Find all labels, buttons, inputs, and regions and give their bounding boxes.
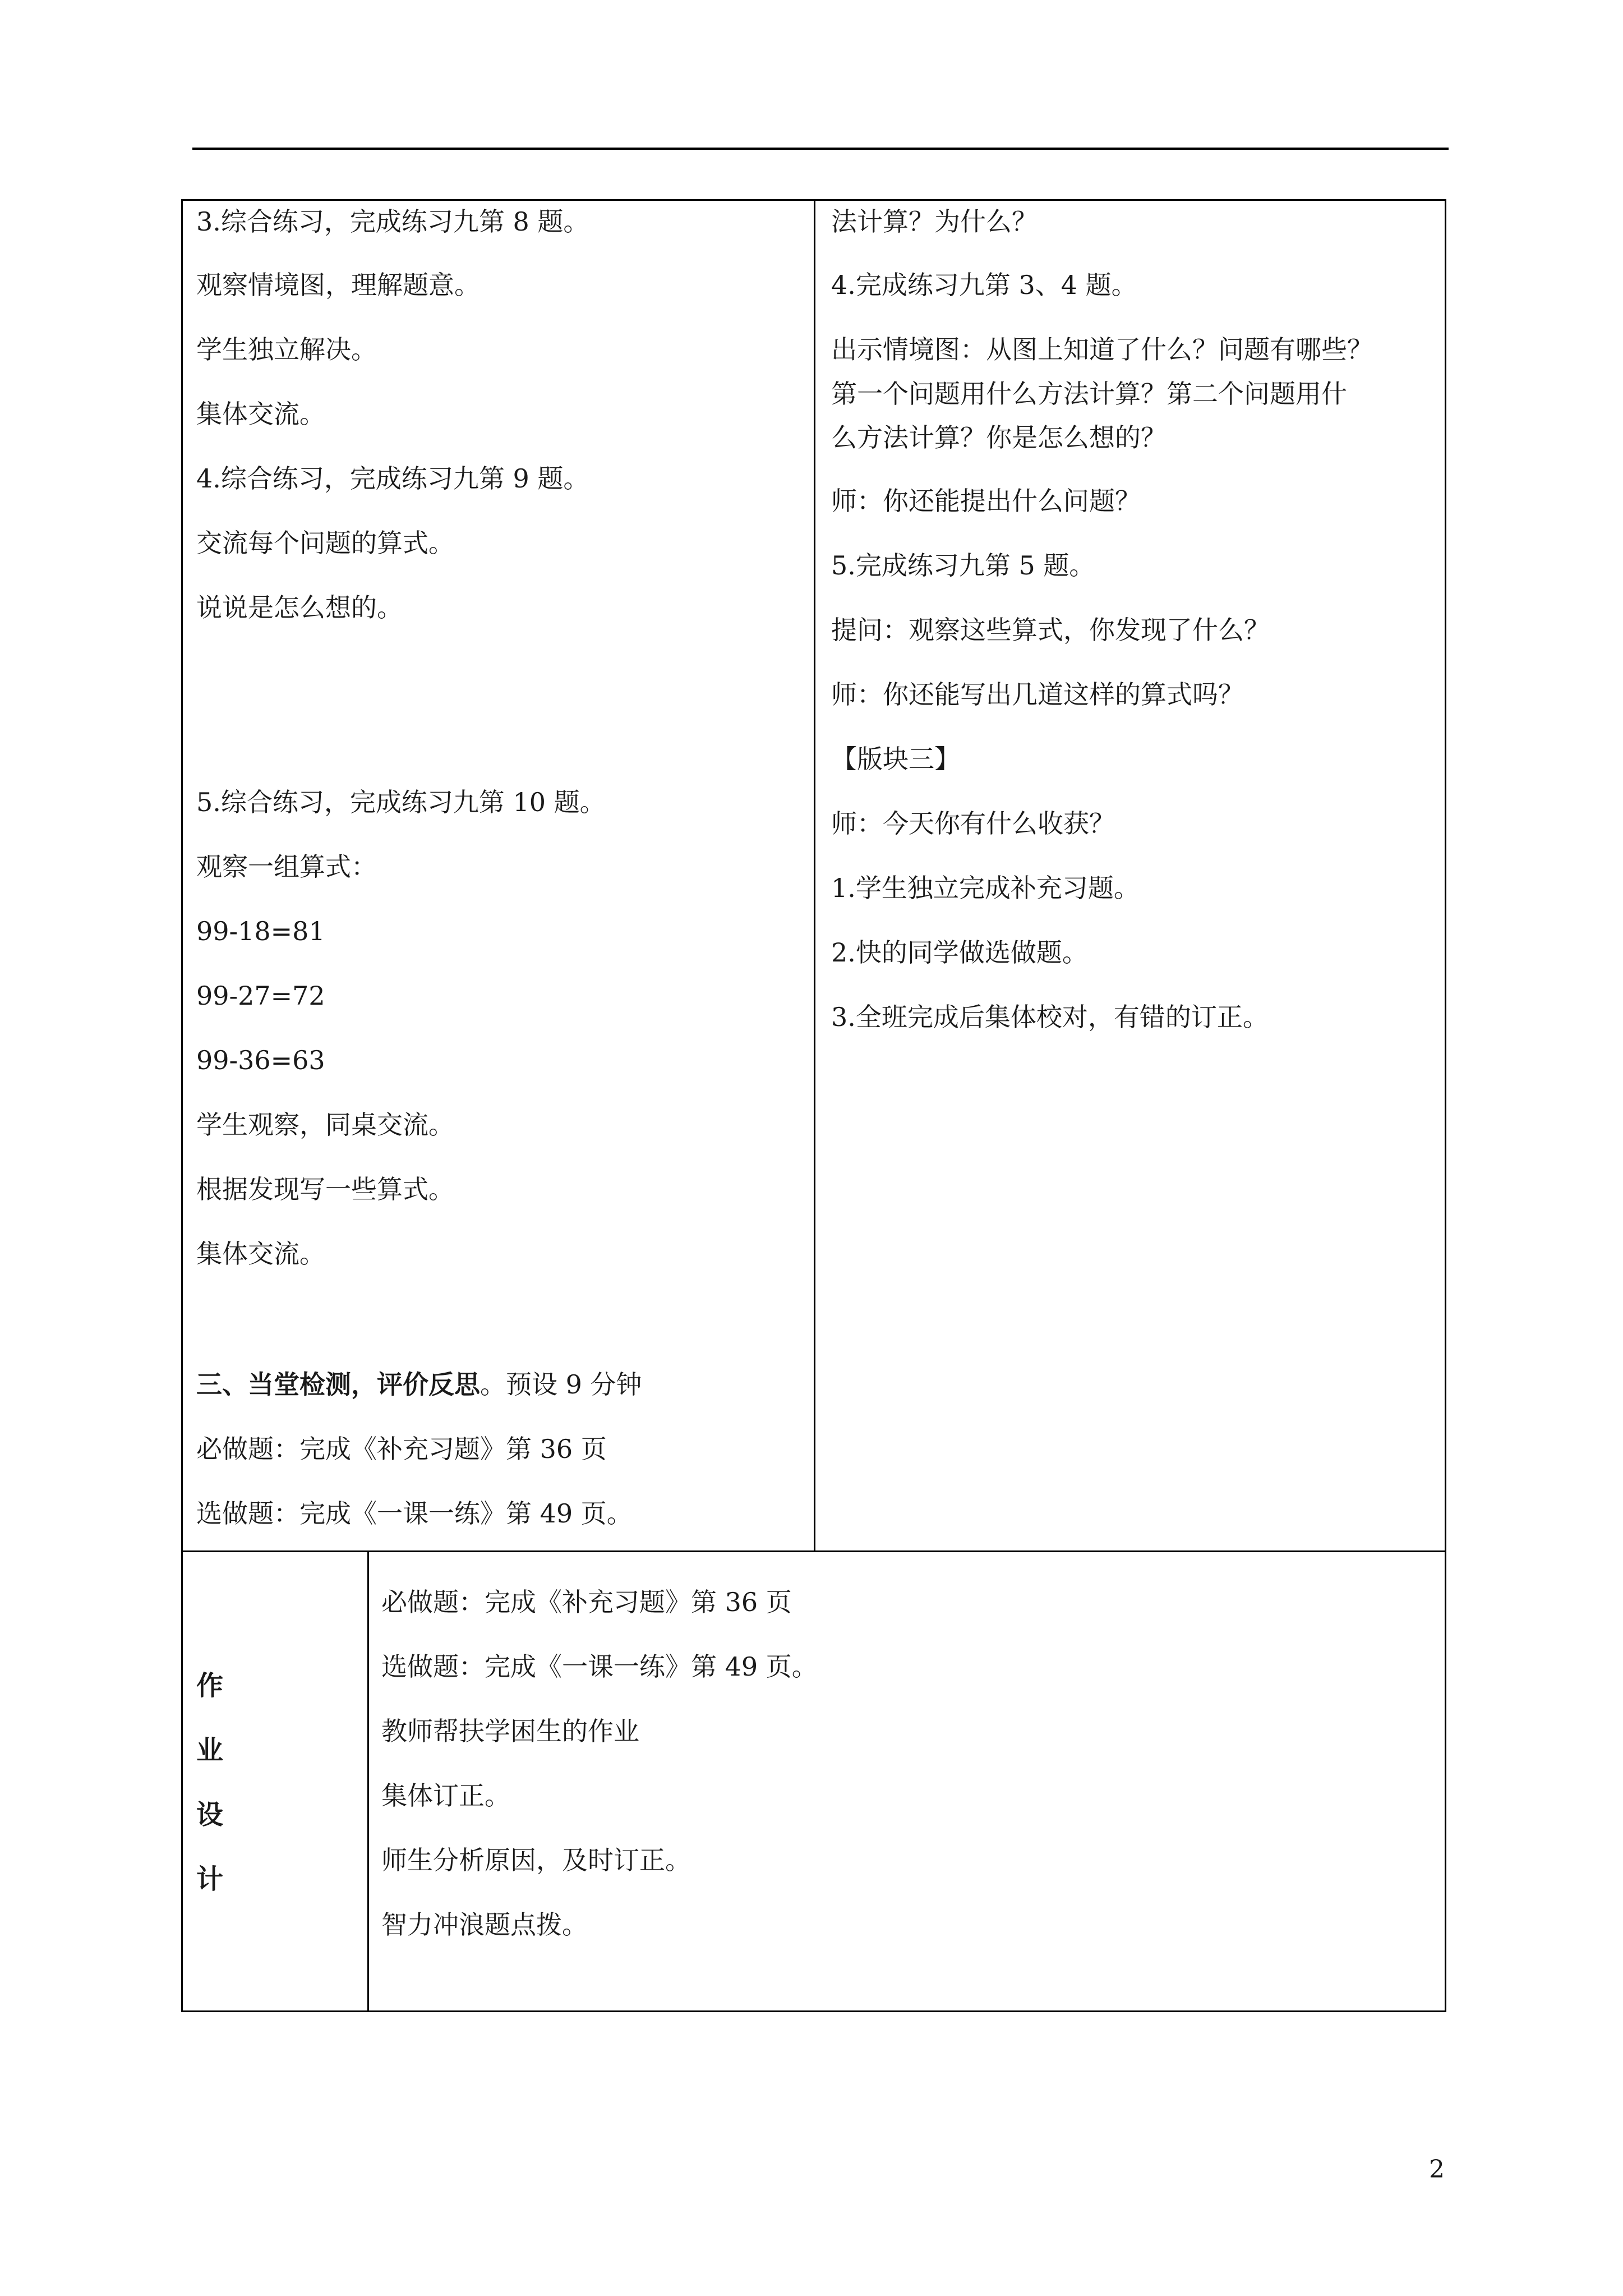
right-line-13: 2.快的同学做选做题。 [831, 937, 1088, 968]
right-line-6: 师：你还能提出什么问题？ [831, 486, 1141, 516]
left-line-7: 说说是怎么想的。 [196, 592, 403, 623]
equation-1: 99-18=81 [196, 916, 325, 946]
right-line-8: 提问：观察这些算式，你发现了什么？ [831, 615, 1270, 645]
homework-line-4: 集体订正。 [381, 1780, 510, 1811]
section3-heading-line [196, 1368, 642, 1401]
homework-line-1: 必做题：完成《补充习题》第 36 页 [381, 1587, 792, 1617]
homework-label-char-4: 计 [196, 1864, 224, 1895]
right-line-7: 5.完成练习九第 5 题。 [831, 550, 1095, 581]
homework-label-char-2: 业 [196, 1734, 224, 1766]
lesson-table-column-divider [814, 199, 815, 1552]
left-line-2: 观察情境图，理解题意。 [196, 270, 480, 300]
homework-line-6: 智力冲浪题点拨。 [381, 1910, 588, 1940]
left-line-13: 学生观察，同桌交流。 [196, 1110, 454, 1140]
left-line-6: 交流每个问题的算式。 [196, 528, 454, 558]
left-line-14: 根据发现写一些算式。 [196, 1174, 454, 1204]
right-line-9: 师：你还能写出几道这样的算式吗？ [831, 679, 1244, 710]
left-line-9: 观察一组算式： [196, 852, 377, 882]
right-line-3: 出示情境图：从图上知道了什么？问题有哪些？ [831, 334, 1373, 365]
left-line-15: 集体交流。 [196, 1239, 325, 1269]
right-line-1: 法计算？为什么？ [831, 206, 1038, 237]
left-line-1: 3.综合练习，完成练习九第 8 题。 [196, 206, 589, 237]
section3-suffix: 。预设 9 分钟 [480, 1369, 642, 1400]
equation-3: 99-36=63 [196, 1045, 325, 1075]
section3-required: 必做题：完成《补充习题》第 36 页 [196, 1434, 607, 1464]
right-line-5: 么方法计算？你是怎么想的？ [831, 422, 1166, 453]
right-line-4: 第一个问题用什么方法计算？第二个问题用什 [831, 379, 1347, 409]
left-line-8: 5.综合练习，完成练习九第 10 题。 [196, 787, 606, 817]
section3-heading: 三、当堂检测，评价反思 [196, 1369, 480, 1400]
homework-table [181, 1550, 1446, 2012]
homework-line-3: 教师帮扶学困生的作业 [381, 1716, 639, 1746]
header-rule [192, 148, 1449, 150]
right-line-14: 3.全班完成后集体校对，有错的订正。 [831, 1002, 1269, 1032]
homework-line-5: 师生分析原因，及时订正。 [381, 1845, 691, 1875]
homework-table-divider [367, 1550, 369, 2012]
section-marker: 【版块三】 [831, 744, 960, 774]
right-line-12: 1.学生独立完成补充习题。 [831, 873, 1140, 903]
left-line-4: 集体交流。 [196, 399, 325, 429]
homework-line-2: 选做题：完成《一课一练》第 49 页。 [381, 1651, 818, 1682]
page-number: 2 [1429, 2155, 1445, 2184]
left-line-5: 4.综合练习，完成练习九第 9 题。 [196, 463, 589, 494]
left-line-3: 学生独立解决。 [196, 334, 377, 365]
equation-2: 99-27=72 [196, 981, 325, 1011]
homework-label-char-1: 作 [196, 1670, 224, 1701]
right-line-2: 4.完成练习九第 3、4 题。 [831, 270, 1137, 300]
section3-optional: 选做题：完成《一课一练》第 49 页。 [196, 1498, 633, 1529]
right-line-11: 师：今天你有什么收获？ [831, 808, 1115, 839]
homework-label-char-3: 设 [196, 1799, 224, 1830]
